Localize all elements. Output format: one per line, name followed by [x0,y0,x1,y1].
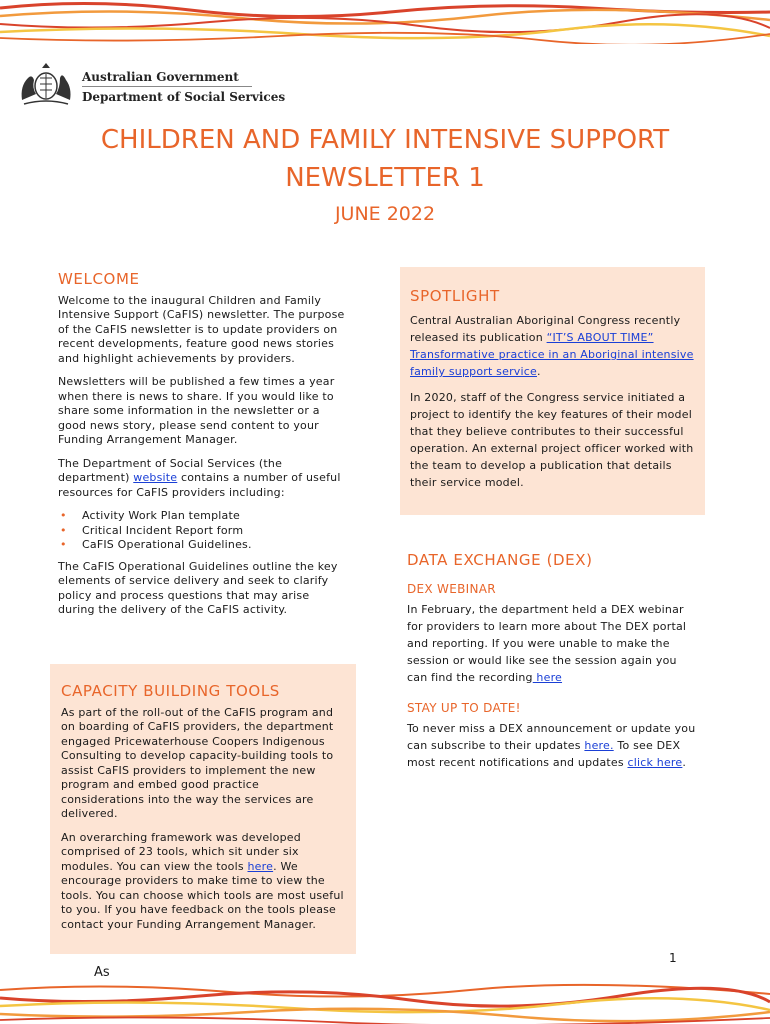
subscribe-link[interactable]: here. [584,739,614,752]
welcome-paragraph-2: Newsletters will be published a few times a year when there is news to share. If you would like to share some information in the newsletter or a good news story, please send content to your Funding Arrangement Manager. [58,375,335,446]
spotlight-section [410,288,698,500]
dex-section [407,552,697,780]
publication-link[interactable]: “IT’S ABOUT TIME” Transformative practice in an Aboriginal intensive family support service [410,331,694,378]
welcome-heading: WELCOME [58,270,140,288]
list-item: • Activity Work Plan template [58,509,348,524]
recording-link[interactable]: here [532,671,563,684]
stay-up-to-date-heading: STAY UP TO DATE! [407,701,521,715]
newsletter-title-line-1: CHILDREN AND FAMILY INTENSIVE SUPPORT [100,125,670,155]
welcome-section [58,272,348,627]
capacity-heading: CAPACITY BUILDING TOOLS [61,682,280,700]
spotlight-heading: SPOTLIGHT [410,287,500,305]
capacity-paragraph-2: An overarching framework was developed comprised of 23 tools, which sit under six modules. You can view the tools here. We encourage providers to make time to view the tools. You can choose which tools are most useful to you. If you have feedback on the tools please contact your Funding Arrangement Manager. [61,830,344,931]
government-name: Australian Government [82,70,239,84]
coat-of-arms-icon [14,60,78,108]
newsletter-date: JUNE 2022 [334,203,436,225]
tools-link[interactable]: here [247,859,274,873]
dex-heading: DATA EXCHANGE (DEX) [407,551,593,569]
dex-webinar-paragraph: In February, the department held a DEX webinar for providers to learn more about The DEX portal and reporting. If you were unable to make the session or would like see the session again you can find the recording here [407,603,687,684]
list-item: • CaFIS Operational Guidelines. [58,538,348,553]
capacity-building-section [61,684,344,941]
click-here-link[interactable]: click here [627,756,683,769]
list-item: • Critical Incident Report form [58,524,348,539]
welcome-paragraph-3: The Department of Social Services (the department) website contains a number of useful resources for CaFIS providers including: [58,456,341,499]
logo-divider [82,86,252,87]
dex-webinar-heading: DEX WEBINAR [407,582,496,596]
department-name: Department of Social Services [82,90,286,104]
newsletter-title-line-2: NEWSLETTER 1 [285,163,485,193]
department-website-link[interactable]: website [133,471,178,484]
welcome-paragraph-1: Welcome to the inaugural Children and Family Intensive Support (CaFIS) newsletter. The purpose of the CaFIS newsletter is to update providers on recent developments, feature good news stories and highlight achievements by providers. [58,293,345,365]
top-decorative-band [0,0,770,44]
footer-text-fragment: As [94,965,110,980]
government-logo [14,60,286,108]
page-number: 1 [669,951,677,965]
stay-up-to-date-paragraph: To never miss a DEX announcement or update you can subscribe to their updates here. To see DEX most recent notifications and updates click here. [407,722,696,769]
welcome-paragraph-4: The CaFIS Operational Guidelines outline the key elements of service delivery and seek to clarify policy and process questions that may arise during the delivery of the CaFIS activity. [58,559,338,616]
spotlight-paragraph-1: Central Australian Aboriginal Congress recently released its publication “IT’S ABOUT TIME” Transformative practice in an Aboriginal intensive family support service. [410,314,694,378]
resources-list [58,509,348,553]
bottom-decorative-band [0,980,770,1024]
spotlight-paragraph-2: In 2020, staff of the Congress service initiated a project to identify the key features of their model that they believe contributes to their successful operation. An external project officer worked with the team to develop a publication that details their service model. [410,391,694,489]
capacity-paragraph-1: As part of the roll-out of the CaFIS program and on boarding of CaFIS providers, the department engaged Pricewaterhouse Coopers Indigenous Consulting to develop capacity-building tools to assist CaFIS providers to implement the new program and embed good practice considerations into the way the services are delivered. [61,705,334,820]
